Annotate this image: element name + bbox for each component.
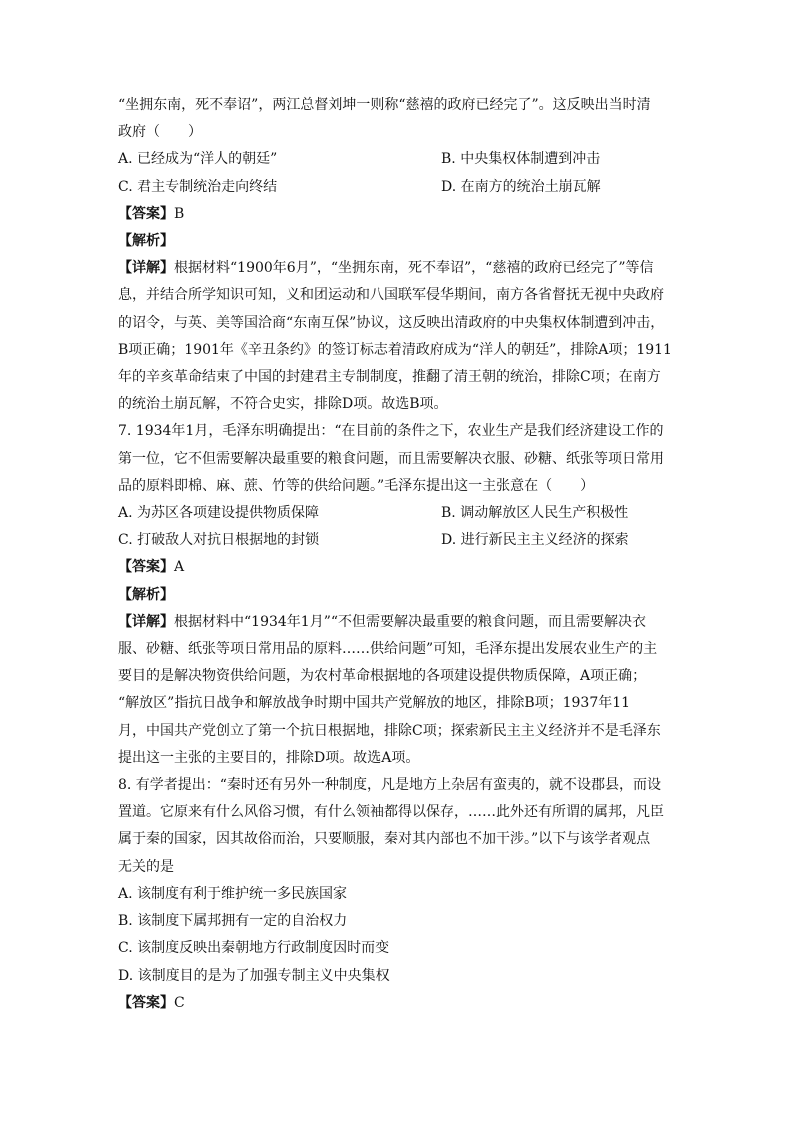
q6-option-b: B. 中央集权体制遭到冲击 bbox=[441, 151, 601, 168]
document-page bbox=[118, 92, 674, 1017]
answer-label: 【答案】 bbox=[118, 994, 174, 1011]
q8-stem-line-4: 无关的是 bbox=[118, 858, 174, 875]
q7-answer bbox=[118, 554, 674, 581]
q6-option-c: C. 君主专制统治走向终结 bbox=[118, 178, 278, 195]
q6-analysis-label: 【解析】 bbox=[118, 233, 174, 250]
q6-detail-line-6: 的统治土崩瓦解，不符合史实，排除D项。故选B项。 bbox=[118, 396, 448, 413]
q8-option-d: D. 该制度目的是为了加强专制主义中央集权 bbox=[118, 967, 390, 984]
q6-detail-line-5: 年的辛亥革命结束了中国的封建君主专制制度，推翻了清王朝的统治，排除C项；在南方 bbox=[118, 369, 661, 386]
detail-text: 根据材料“1900年6月”，“坐拥东南，死不奉诏”，“慈禧的政府已经完了”等信 bbox=[174, 260, 654, 277]
q7-detail-line-1 bbox=[118, 609, 674, 636]
q6-option-d: D. 在南方的统治土崩瓦解 bbox=[441, 178, 601, 195]
q7-options-row-1 bbox=[118, 500, 674, 527]
q7-stem-line-2: 第一位，它不但需要解决最重要的粮食问题，而且需要解决衣服、砂糖、纸张等项日常用 bbox=[118, 450, 664, 467]
q6-detail-line-1 bbox=[118, 255, 674, 282]
q8-stem-line-3: 属于秦的国家，因其故俗而治，只要顺服，秦对其内部也不加干涉。”以下与该学者观点 bbox=[118, 831, 651, 848]
q7-option-d: D. 进行新民主主义经济的探索 bbox=[441, 532, 629, 549]
q6-detail-line-3: 的诏令，与英、美等国洽商“东南互保”协议，这反映出清政府的中央集权体制遭到冲击， bbox=[118, 314, 665, 331]
answer-value: B bbox=[174, 205, 185, 222]
q7-detail-line-3: 要目的是解决物资供给问题，为农村革命根据地的各项建设提供物质保障，A项正确； bbox=[118, 668, 647, 685]
q7-detail-line-6: 提出这一主张的主要目的，排除D项。故选A项。 bbox=[118, 749, 420, 766]
q8-option-a: A. 该制度有利于维护统一多民族国家 bbox=[118, 885, 348, 902]
detail-label: 【详解】 bbox=[118, 260, 174, 277]
q7-stem-line-1: 7. 1934年1月，毛泽东明确提出：“在目前的条件之下，农业生产是我们经济建设工作的 bbox=[118, 423, 664, 440]
q8-stem-line-2: 置道。它原来有什么风俗习惯，有什么领袖都得以保存，……此外还有所谓的属邦，凡臣 bbox=[118, 804, 664, 821]
q6-stem-line-2: 政府（ ） bbox=[118, 124, 202, 141]
q6-option-a: A. 已经成为“洋人的朝廷” bbox=[118, 151, 278, 168]
q6-stem-line-1: “坐拥东南，死不奉诏”，两江总督刘坤一则称“慈禧的政府已经完了”。这反映出当时清 bbox=[118, 97, 651, 113]
q7-detail-line-5: 月，中国共产党创立了第一个抗日根据地，排除C项；探索新民主主义经济并不是毛泽东 bbox=[118, 722, 661, 739]
q8-option-c: C. 该制度反映出秦朝地方行政制度因时而变 bbox=[118, 940, 390, 957]
q8-stem-line-1: 8. 有学者提出：“秦时还有另外一种制度，凡是地方上杂居有蛮夷的，就不设郡县，而设 bbox=[118, 777, 661, 794]
answer-label: 【答案】 bbox=[118, 559, 174, 576]
q7-detail-line-4: “解放区”指抗日战争和解放战争时期中国共产党解放的地区，排除B项；1937年11 bbox=[118, 695, 631, 712]
q6-options-row-1 bbox=[118, 146, 674, 173]
q7-detail-line-2: 服、砂糖、纸张等项日常用品的原料……供给问题”可知，毛泽东提出发展农业生产的主 bbox=[118, 641, 658, 658]
q7-stem-line-3: 品的原料即棉、麻、蔗、竹等的供给问题。”毛泽东提出这一主张意在（ ） bbox=[118, 477, 595, 494]
answer-value: A bbox=[174, 559, 185, 576]
q8-option-b: B. 该制度下属邦拥有一定的自治权力 bbox=[118, 913, 348, 930]
answer-label: 【答案】 bbox=[118, 205, 174, 222]
answer-value: C bbox=[174, 994, 185, 1011]
q7-option-a: A. 为苏区各项建设提供物质保障 bbox=[118, 505, 320, 522]
q8-answer bbox=[118, 990, 674, 1017]
detail-text: 根据材料中“1934年1月”“不但需要解决最重要的粮食问题，而且需要解决衣 bbox=[174, 613, 647, 630]
q6-detail-line-2: 息，并结合所学知识可知，义和团运动和八国联军侵华期间，南方各省督抚无视中央政府 bbox=[118, 287, 664, 304]
q7-option-c: C. 打破敌人对抗日根据地的封锁 bbox=[118, 532, 320, 549]
q7-analysis-label: 【解析】 bbox=[118, 586, 174, 603]
q6-options-row-2 bbox=[118, 174, 674, 201]
q6-answer bbox=[118, 201, 674, 228]
detail-label: 【详解】 bbox=[118, 613, 174, 630]
q7-option-b: B. 调动解放区人民生产积极性 bbox=[441, 505, 629, 522]
q7-options-row-2 bbox=[118, 527, 674, 554]
q6-detail-line-4: B项正确；1901年《辛丑条约》的签订标志着清政府成为“洋人的朝廷”，排除A项；1911 bbox=[118, 341, 672, 358]
